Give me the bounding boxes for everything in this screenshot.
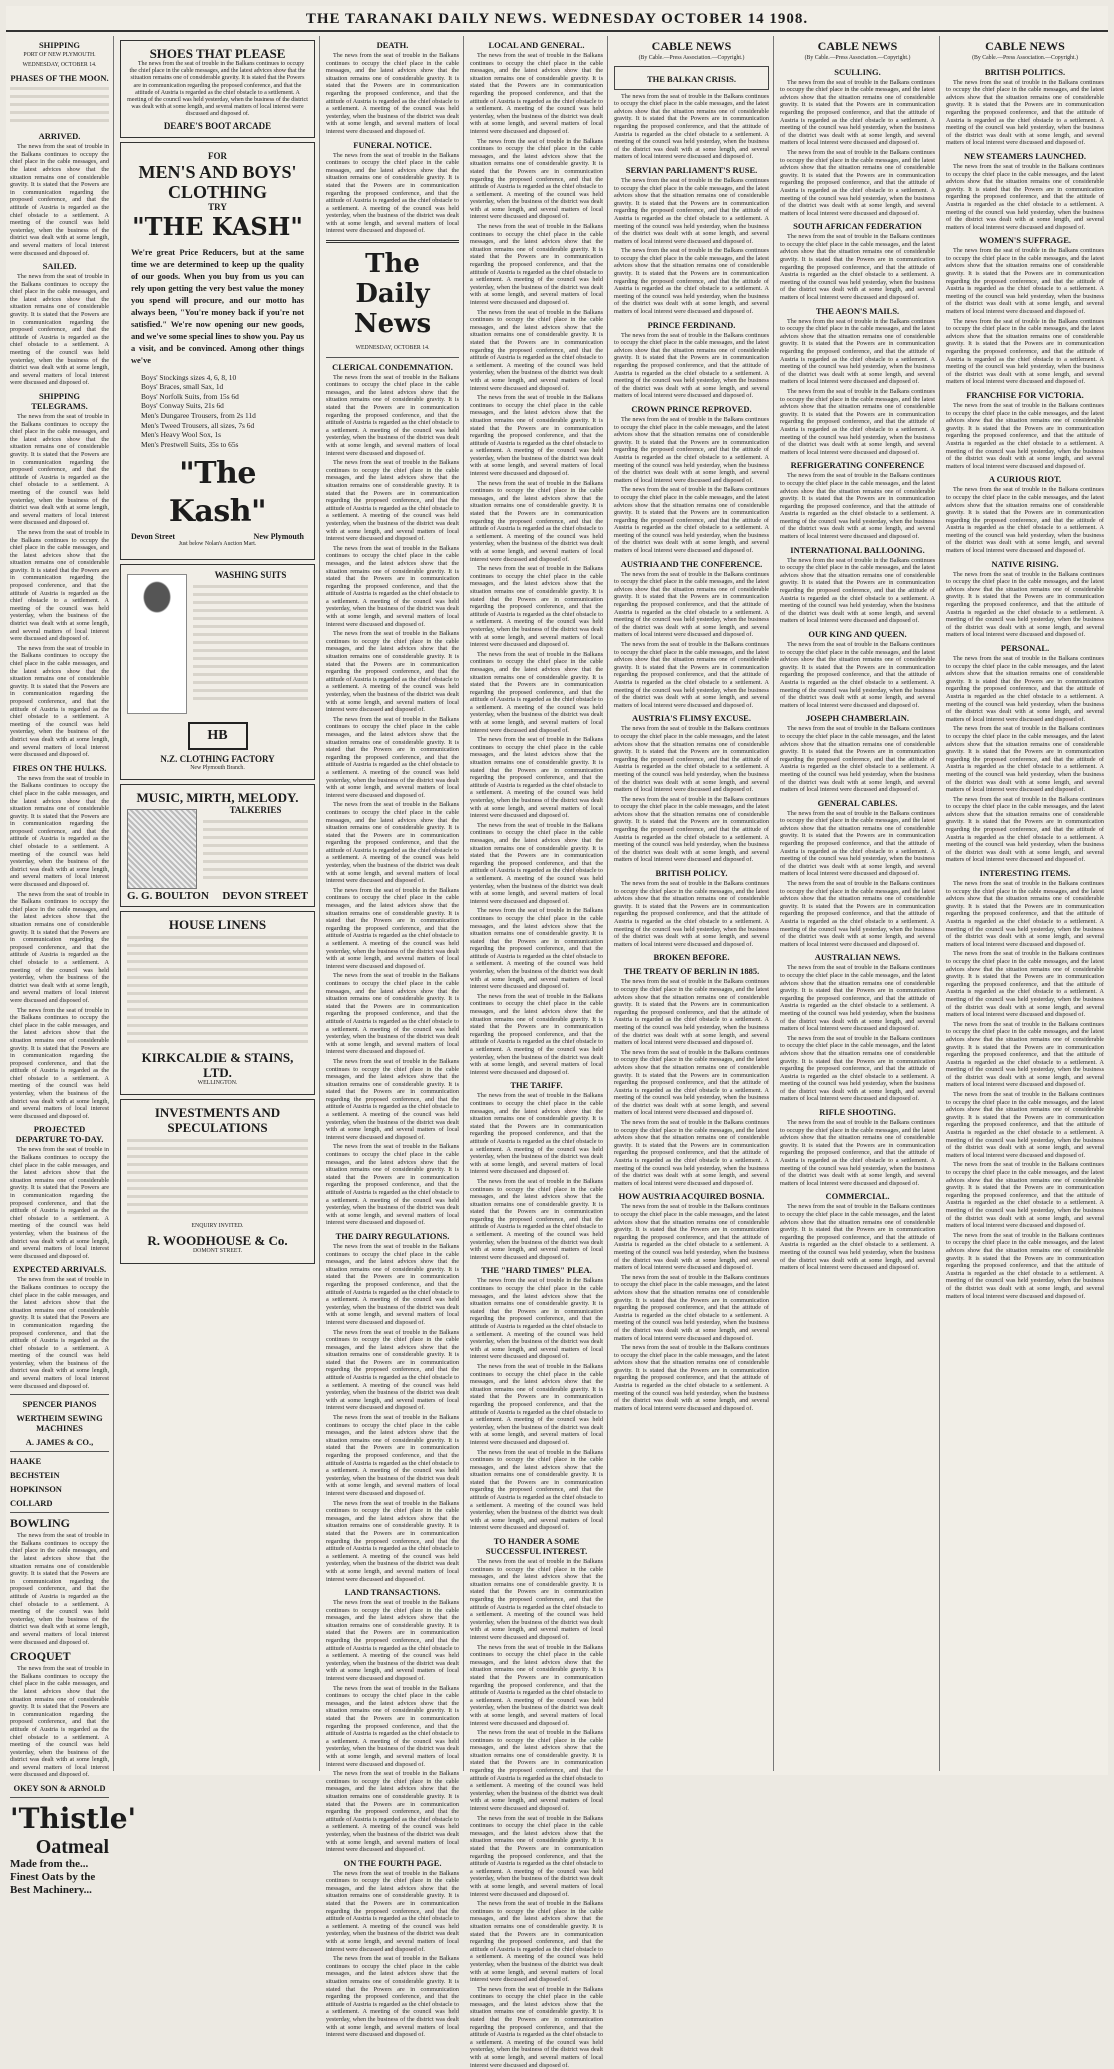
column-editorial <box>322 36 464 2039</box>
ad-music-title: MUSIC, MIRTH, MELODY. <box>136 790 299 806</box>
newspaper-page <box>6 6 1108 2069</box>
heading-treaty-berlin: THE TREATY OF BERLIN IN 1885. <box>623 966 760 977</box>
date-line: WEDNESDAY, OCTOBER 14. <box>22 61 97 68</box>
text-block: The news from the seat of trouble in the Balkans continues to occupy the chief place in the cable messages, and the latest advices show that the situation remains one of considerable gravity. It is stated that the Powers are in communication regarding the proposed conference, and that the attitude of Austria is regarded as the chief obstacle to a settlement. A meeting of the council was held yesterday, when the business of the district was dealt with at some length, and several matters of local interest were discussed and disposed of. <box>326 1328 459 1412</box>
heading-successful: TO HANDER A SOME SUCCESSFUL INTEREST. <box>485 1536 588 1557</box>
text-block: The news from the seat of trouble in the Balkans continues to occupy the chief place in the cable messages, and the latest advices show that the situation remains one of considerable gravity. It is stated that the Powers are in communication regarding the proposed conference, and that the attitude of Austria is regarded as the chief obstacle to a settlement. A meeting of the council was held yesterday, when the business of the district was dealt with at some length, and several matters of local interest were discussed and disposed of. <box>946 570 1104 639</box>
ad-enquiry: ENQUIRY INVITED. <box>191 1223 244 1230</box>
text-block: The news from the seat of trouble in the Balkans continues to occupy the chief place in the cable messages, and the latest advices show that the situation remains one of considerable gravity. It is stated that the Powers are in communication regarding the proposed conference, and that the attitude of Austria is regarded as the chief obstacle to a settlement. A meeting of the council was held yesterday, when the business of the district was dealt with at some length, and several matters of local interest were discussed and disposed of. <box>470 1362 603 1446</box>
heading-broken-before: BROKEN BEFORE. <box>653 952 730 963</box>
text-block: The news from the seat of trouble in the Balkans continues to occupy the chief place in the cable messages, and the latest advices show that the situation remains one of considerable gravity. It is stated that the Powers are in communication regarding the proposed conference, and that the attitude of Austria is regarded as the chief obstacle to a settlement. A meeting of the council was held yesterday, when the business of the district was dealt with at some length, and several matters of local interest were discussed and disposed of. <box>614 1119 769 1187</box>
text-block: The news from the seat of trouble in the Balkans continues to occupy the chief place in the cable messages, and the latest advices show that the situation remains one of considerable gravity. It is stated that the Powers are in communication regarding the proposed conference, and that the attitude of Austria is regarded as the chief obstacle to a settlement. A meeting of the council was held yesterday, when the business of the district was dealt with at some length, and several matters of local interest were discussed and disposed of. <box>614 1048 769 1117</box>
heading-fires: FIRES ON THE HULKS. <box>12 762 107 773</box>
text-block: The news from the seat of trouble in the Balkans continues to occupy the chief place in the cable messages, and the latest advices show that the situation remains one of considerable gravity. It is stated that the Powers are in communication regarding the proposed conference, and that the attitude of Austria is regarded as the chief obstacle to a settlement. A meeting of the council was held yesterday, when the business of the district was dealt with at some length, and several matters of local interest were discussed and disposed of. <box>470 1558 603 1641</box>
column-cable-general <box>776 36 940 1771</box>
heading-rifle: RIFLE SHOOTING. <box>819 1107 896 1118</box>
text-block: The news from the seat of trouble in the Balkans continues to occupy the chief place in the cable messages, and the latest advices show that the situation remains one of considerable gravity. It is stated that the Powers are in communication regarding the proposed conference, and that the attitude of Austria is regarded as the chief obstacle to a settlement. A meeting of the council was held yesterday, when the business of the district was dealt with at some length, and several matters of local interest were discussed and disposed of. <box>614 331 769 400</box>
oatmeal-label: Oatmeal <box>35 1836 109 1859</box>
heading-local: LOCAL AND GENERAL. <box>488 40 585 50</box>
text-block: The news from the seat of trouble in the Balkans continues to occupy the chief place in the cable messages, and the latest advices show that the situation remains one of considerable gravity. It is stated that the Powers are in communication regarding the proposed conference, and that the attitude of Austria is regarded as the chief obstacle to a settlement. A meeting of the council was held yesterday, when the business of the district was dealt with at some length, and several matters of local interest were discussed and disposed of. <box>780 556 935 625</box>
talkeries-text <box>203 820 308 880</box>
list-item: Men's Prestwell Suits, 35s to 65s <box>141 439 239 449</box>
heading-shipping-telegrams: SHIPPING TELEGRAMS. <box>31 391 88 411</box>
price-list <box>193 585 308 705</box>
text-block: The news from the seat of trouble in the Balkans continues to occupy the chief place in the cable messages, and the latest advices show that the situation remains one of considerable gravity. It is stated that the Powers are in communication regarding the proposed conference, and that the attitude of Austria is regarded as the chief obstacle to a settlement. A meeting of the council was held yesterday, when the business of the district was dealt with at some length, and several matters of local interest were discussed and disposed of. <box>10 644 109 759</box>
heading-croquet: CROQUET <box>10 1649 71 1664</box>
text-block: The news from the seat of trouble in the Balkans continues to occupy the chief place in the cable messages, and the latest advices show that the situation remains one of considerable gravity. It is stated that the Powers are in communication regarding the proposed conference, and that the attitude of Austria is regarded as the chief obstacle to a settlement. A meeting of the council was held yesterday, when the business of the district was dealt with at some length, and several matters of local interest were discussed and disposed of. <box>614 1273 769 1342</box>
ad-kash-try: TRY <box>208 201 227 212</box>
text-block: The news from the seat of trouble in the Balkans continues to occupy the chief place in the cable messages, and the latest advices show that the situation remains one of considerable gravity. It is stated that the Powers are in communication regarding the proposed conference, and that the attitude of Austria is regarded as the chief obstacle to a settlement. A meeting of the council was held yesterday, when the business of the district was dealt with at some length, and several matters of local interest were discussed and disposed of. <box>326 972 459 1056</box>
text-block: The news from the seat of trouble in the Balkans continues to occupy the chief place in the cable messages, and the latest advices show that the situation remains one of considerable gravity. It is stated that the Powers are in communication regarding the proposed conference, and that the attitude of Austria is regarded as the chief obstacle to a settlement. A meeting of the council was held yesterday, when the business of the district was dealt with at some length, and several matters of local interest were discussed and disposed of. <box>470 1985 603 2069</box>
heading-okey: OKEY SON & ARNOLD <box>13 1783 106 1794</box>
text-block: The news from the seat of trouble in the Balkans continues to occupy the chief place in the cable messages, and the latest advices show that the situation remains one of considerable gravity. It is stated that the Powers are in communication regarding the proposed conference, and that the attitude of Austria is regarded as the chief obstacle to a settlement. A meeting of the council was held yesterday, when the business of the district was dealt with at some length, and several matters of local interest were discussed and disposed of. <box>10 1276 109 1390</box>
text-block: The news from the seat of trouble in the Balkans continues to occupy the chief place in the cable messages, and the latest advices show that the situation remains one of considerable gravity. It is stated that the Powers are in communication regarding the proposed conference, and that the attitude of Austria is regarded as the chief obstacle to a settlement. A meeting of the council was held yesterday, when the business of the district was dealt with at some length, and several matters of local interest were discussed and disposed of. <box>946 655 1104 723</box>
ad-talkeries-title: TALKERIES <box>229 805 282 816</box>
text-block: The news from the seat of trouble in the Balkans continues to occupy the chief place in the cable messages, and the latest advices show that the situation remains one of considerable gravity. It is stated that the Powers are in communication regarding the proposed conference, and that the attitude of Austria is regarded as the chief obstacle to a settlement. A meeting of the council was held yesterday, when the business of the district was dealt with at some length, and several matters of local interest were discussed and disposed of. <box>946 795 1104 864</box>
text-block: The news from the seat of trouble in the Balkans continues to occupy the chief place in the cable messages, and the latest advices show that the situation remains one of considerable gravity. It is stated that the Powers are in communication regarding the proposed conference, and that the attitude of Austria is regarded as the chief obstacle to a settlement. A meeting of the council was held yesterday, when the business of the district was dealt with at some length, and several matters of local interest were discussed and disposed of. <box>10 774 109 889</box>
text-block: The news from the seat of trouble in the Balkans continues to occupy the chief place in the cable messages, and the latest advices show that the situation remains one of considerable gravity. It is stated that the Powers are in communication regarding the proposed conference, and that the attitude of Austria is regarded as the chief obstacle to a settlement. A meeting of the council was held yesterday, when the business of the district was dealt with at some length, and several matters of local interest were discussed and disposed of. <box>780 880 935 948</box>
heading-excuse: AUSTRIA'S FLIMSY EXCUSE. <box>632 713 751 724</box>
text-block: The news from the seat of trouble in the Balkans continues to occupy the chief place in the cable messages, and the latest advices show that the situation remains one of considerable gravity. It is stated that the Powers are in communication regarding the proposed conference, and that the attitude of Austria is regarded as the chief obstacle to a settlement. A meeting of the council was held yesterday, when the business of the district was dealt with at some length, and several matters of local interest were discussed and disposed of. <box>946 401 1104 470</box>
heading-dairy: THE DAIRY REGULATIONS. <box>335 1230 450 1241</box>
column-local <box>466 36 608 2069</box>
piano-haake: HAAKE <box>10 1456 42 1467</box>
text-block: The news from the seat of trouble in the Balkans continues to occupy the chief place in the cable messages, and the latest advices show that the situation remains one of considerable gravity. It is stated that the Powers are in communication regarding the proposed conference, and that the attitude of Austria is regarded as the chief obstacle to a settlement. A meeting of the council was held yesterday, when the business of the district was dealt with at some length, and several matters of local interest were discussed and disposed of. <box>470 1277 603 1361</box>
heading-bowling: BOWLING <box>10 1516 71 1531</box>
ad-investments-title: INVESTMENTS AND SPECULATIONS <box>154 1105 281 1136</box>
text-block: The news from the seat of trouble in the Balkans continues to occupy the chief place in the cable messages, and the latest advices show that the situation remains one of considerable gravity. It is stated that the Powers are in communication regarding the proposed conference, and that the attitude of Austria is regarded as the chief obstacle to a settlement. A meeting of the council was held yesterday, when the business of the district was dealt with at some length, and several matters of local interest were discussed and disposed of. <box>326 373 459 457</box>
heading-land: LAND TRANSACTIONS. <box>344 1587 441 1598</box>
heading-tariff: THE TARIFF. <box>510 1080 563 1091</box>
linens-text <box>127 936 308 1046</box>
ad-kash-sub: Just below Nolan's Auction Mart. <box>178 540 257 547</box>
text-block: The news from the seat of trouble in the Balkans continues to occupy the chief place in the cable messages, and the latest advices show that the situation remains one of considerable gravity. It is stated that the Powers are in communication regarding the proposed conference, and that the attitude of Austria is regarded as the chief obstacle to a settlement. A meeting of the council was held yesterday, when the business of the district was dealt with at some length, and several matters of local interest were discussed and disposed of. <box>780 809 935 878</box>
text-block: The news from the seat of trouble in the Balkans continues to occupy the chief place in the cable messages, and the latest advices show that the situation remains one of considerable gravity. It is stated that the Powers are in communication regarding the proposed conference, and that the attitude of Austria is regarded as the chief obstacle to a settlement. A meeting of the council was held yesterday, when the business of the district was dealt with at some length, and several matters of local interest were discussed and disposed of. <box>614 176 769 245</box>
text-block: The news from the seat of trouble in the Balkans continues to occupy the chief place in the cable messages, and the latest advices show that the situation remains one of considerable gravity. It is stated that the Powers are in communication regarding the proposed conference, and that the attitude of Austria is regarded as the chief obstacle to a settlement. A meeting of the council was held yesterday, when the business of the district was dealt with at some length, and several matters of local interest were discussed and disposed of. <box>326 1242 459 1326</box>
text-block: The news from the seat of trouble in the Balkans continues to occupy the chief place in the cable messages, and the latest advices show that the situation remains one of considerable gravity. It is stated that the Powers are in communication regarding the proposed conference, and that the attitude of Austria is regarded as the chief obstacle to a settlement. A meeting of the council was held yesterday, when the business of the district was dealt with at some length, and several matters of local interest were discussed and disposed of. <box>326 151 459 235</box>
text-block: The news from the seat of trouble in the Balkans continues to occupy the chief place in the cable messages, and the latest advices show that the situation remains one of considerable gravity. It is stated that the Powers are in communication regarding the proposed conference, and that the attitude of Austria is regarded as the chief obstacle to a settlement. A meeting of the council was held yesterday, when the business of the district was dealt with at some length, and several matters of local interest were discussed and disposed of. <box>470 394 603 478</box>
heading-sailed: SAILED. <box>42 261 77 272</box>
heading-suffrage: WOMEN'S SUFFRAGE. <box>978 235 1072 246</box>
text-block: The news from the seat of trouble in the Balkans continues to occupy the chief place in the cable messages, and the latest advices show that the situation remains one of considerable gravity. It is stated that the Powers are in communication regarding the proposed conference, and that the attitude of Austria is regarded as the chief obstacle to a settlement. A meeting of the council was held yesterday, when the business of the district was dealt with at some length, and several matters of local interest were discussed and disposed of. <box>10 1006 109 1120</box>
text-block: The news from the seat of trouble in the Balkans continues to occupy the chief place in the cable messages, and the latest advices show that the situation remains one of considerable gravity. It is stated that the Powers are in communication regarding the proposed conference, and that the attitude of Austria is regarded as the chief obstacle to a settlement. A meeting of the council was held yesterday, when the business of the district was dealt with at some length, and several matters of local interest were discussed and disposed of. <box>10 1532 109 1646</box>
text-block: The news from the seat of trouble in the Balkans continues to occupy the chief place in the cable messages, and the latest advices show that the situation remains one of considerable gravity. It is stated that the Powers are in communication regarding the proposed conference, and that the attitude of Austria is regarded as the chief obstacle to a settlement. A meeting of the council was held yesterday, when the business of the district was dealt with at some length, and several matters of local interest were discussed and disposed of. <box>780 725 935 794</box>
text-block: The news from the seat of trouble in the Balkans continues to occupy the chief place in the cable messages, and the latest advices show that the situation remains one of considerable gravity. It is stated that the Powers are in communication regarding the proposed conference, and that the attitude of Austria is regarded as the chief obstacle to a settlement. A meeting of the council was held yesterday, when the business of the district was dealt with at some length, and several matters of local interest were discussed and disposed of. <box>326 1057 459 1141</box>
gramophone-illustration <box>127 809 197 889</box>
heading-chamberlain: JOSEPH CHAMBERLAIN. <box>806 713 909 724</box>
ad-woodhouse: R. WOODHOUSE & Co. <box>147 1232 288 1248</box>
heading-fourth-page: ON THE FOURTH PAGE. <box>343 1857 442 1868</box>
ad-shoes-store: DEARE'S BOOT ARCADE <box>163 120 272 131</box>
text-block: The news from the seat of trouble in the Balkans continues to occupy the chief place in the cable messages, and the latest advices show that the situation remains one of considerable gravity. It is stated that the Powers are in communication regarding the proposed conference, and that the attitude of Austria is regarded as the chief obstacle to a settlement. A meeting of the council was held yesterday, when the business of the district was dealt with at some length, and several matters of local interest were discussed and disposed of. <box>780 317 935 386</box>
heading-native: NATIVE RISING. <box>991 558 1059 569</box>
heading-arrived: ARRIVED. <box>38 131 81 142</box>
text-block: The news from the seat of trouble in the Balkans continues to occupy the chief place in the cable messages, and the latest advices show that the situation remains one of considerable gravity. It is stated that the Powers are in communication regarding the proposed conference, and that the attitude of Austria is regarded as the chief obstacle to a settlement. A meeting of the council was held yesterday, when the business of the district was dealt with at some length, and several matters of local interest were discussed and disposed of. <box>780 1203 935 1272</box>
ad-factory-title: N.Z. CLOTHING FACTORY <box>160 753 275 764</box>
heading-refrigerating: REFRIGERATING CONFERENCE <box>790 460 925 471</box>
text-block: The news from the seat of trouble in the Balkans continues to occupy the chief place in the cable messages, and the latest advices show that the situation remains one of considerable gravity. It is stated that the Powers are in communication regarding the proposed conference, and that the attitude of Austria is regarded as the chief obstacle to a settlement. A meeting of the council was held yesterday, when the business of the district was dealt with at some length, and several matters of local interest were discussed and disposed of. <box>946 317 1104 386</box>
ad-investments <box>120 1099 315 1263</box>
list-item: Boys' Conway Suits, 21s 6d <box>141 401 224 411</box>
text-block: The news from the seat of trouble in the Balkans continues to occupy the chief place in the cable messages, and the latest advices show that the situation remains one of considerable gravity. It is stated that the Powers are in communication regarding the proposed conference, and that the attitude of Austria is regarded as the chief obstacle to a settlement. A meeting of the council was held yesterday, when the business of the district was dealt with at some length, and several matters of local interest were discussed and disposed of. <box>614 92 769 161</box>
text-block: The news from the seat of trouble in the Balkans continues to occupy the chief place in the cable messages, and the latest advices show that the situation remains one of considerable gravity. It is stated that the Powers are in communication regarding the proposed conference, and that the attitude of Austria is regarded as the chief obstacle to a settlement. A meeting of the council was held yesterday, when the business of the district was dealt with at some length, and several matters of local interest were discussed and disposed of. <box>780 641 935 709</box>
boy-illustration <box>127 574 187 714</box>
text-block: The news from the seat of trouble in the Balkans continues to occupy the chief place in the cable messages, and the latest advices show that the situation remains one of considerable gravity. It is stated that the Powers are in communication regarding the proposed conference, and that the attitude of Austria is regarded as the chief obstacle to a settlement. A meeting of the council was held yesterday, when the business of the district was dealt with at some length, and several matters of local interest were discussed and disposed of. <box>326 1684 459 1768</box>
text-block: The news from the seat of trouble in the Balkans continues to occupy the chief place in the cable messages, and the latest advices show that the situation remains one of considerable gravity. It is stated that the Powers are in communication regarding the proposed conference, and that the attitude of Austria is regarded as the chief obstacle to a settlement. A meeting of the council was held yesterday, when the business of the district was dealt with at some length, and several matters of local interest were discussed and disposed of. <box>470 1729 603 1813</box>
piano-bechstein: BECHSTEIN <box>10 1470 60 1481</box>
piano-hopkinson: HOPKINSON <box>10 1484 62 1495</box>
text-block: The news from the seat of trouble in the Balkans continues to occupy the chief place in the cable messages, and the latest advices show that the situation remains one of considerable gravity. It is stated that the Powers are in communication regarding the proposed conference, and that the attitude of Austria is regarded as the chief obstacle to a settlement. A meeting of the council was held yesterday, when the business of the district was dealt with at some length, and several matters of local interest were discussed and disposed of. <box>946 78 1104 147</box>
heading-british-politics: BRITISH POLITICS. <box>984 66 1066 77</box>
heading-items: INTERESTING ITEMS. <box>979 868 1071 879</box>
text-block: The news from the seat of trouble in the Balkans continues to occupy the chief place in the cable messages, and the latest advices show that the situation remains one of considerable gravity. It is stated that the Powers are in communication regarding the proposed conference, and that the attitude of Austria is regarded as the chief obstacle to a settlement. A meeting of the council was held yesterday, when the business of the district was dealt with at some length, and several matters of local interest were discussed and disposed of. <box>614 570 769 639</box>
text-block: The news from the seat of trouble in the Balkans continues to occupy the chief place in the cable messages, and the latest advices show that the situation remains one of considerable gravity. It is stated that the Powers are in communication regarding the proposed conference, and that the attitude of Austria is regarded as the chief obstacle to a settlement. A meeting of the council was held yesterday, when the business of the district was dealt with at some length, and several matters of local interest were discussed and disposed of. <box>470 479 603 563</box>
text-block: The news from the seat of trouble in the Balkans continues to occupy the chief place in the cable messages, and the latest advices show that the situation remains one of considerable gravity. It is stated that the Powers are in communication regarding the proposed conference, and that the attitude of Austria is regarded as the chief obstacle to a settlement. A meeting of the council was held yesterday, when the business of the district was dealt with at some length, and several matters of local interest were discussed and disposed of. <box>326 1414 459 1497</box>
text-block: The news from the seat of trouble in the Balkans continues to occupy the chief place in the cable messages, and the latest advices show that the situation remains one of considerable gravity. It is stated that the Powers are in communication regarding the proposed conference, and that the attitude of Austria is regarded as the chief obstacle to a settlement. A meeting of the council was held yesterday, when the business of the district was dealt with at some length, and several matters of local interest were discussed and disposed of. <box>470 992 603 1076</box>
text-block: The news from the seat of trouble in the Balkans continues to occupy the chief place in the cable messages, and the latest advices show that the situation remains one of considerable gravity. It is stated that the Powers are in communication regarding the proposed conference, and that the attitude of Austria is regarded as the chief obstacle to a settlement. A meeting of the council was held yesterday, when the business of the district was dealt with at some length, and several matters of local interest were discussed and disposed of. <box>614 725 769 794</box>
heading-ballooning: INTERNATIONAL BALLOONING. <box>790 544 925 555</box>
text-block: The news from the seat of trouble in the Balkans continues to occupy the chief place in the cable messages, and the latest advices show that the situation remains one of considerable gravity. It is stated that the Powers are in communication regarding the proposed conference, and that the attitude of Austria is regarded as the chief obstacle to a settlement. A meeting of the council was held yesterday, when the business of the district was dealt with at some length, and several matters of local interest were discussed and disposed of. <box>470 1177 603 1261</box>
text-block: The news from the seat of trouble in the Balkans continues to occupy the chief place in the cable messages, and the latest advices show that the situation remains one of considerable gravity. It is stated that the Powers are in communication regarding the proposed conference, and that the attitude of Austria is regarded as the chief obstacle to a settlement. A meeting of the council was held yesterday, when the business of the district was dealt with at some length, and several matters of local interest were discussed and disposed of. <box>326 544 459 628</box>
column-shipping <box>6 36 137 1897</box>
ad-kash-title: MEN'S AND BOYS' CLOTHING <box>138 161 297 202</box>
text-block: The news from the seat of trouble in the Balkans continues to occupy the chief place in the cable messages, and the latest advices show that the situation remains one of considerable gravity. It is stated that the Powers are in communication regarding the proposed conference, and that the attitude of Austria is regarded as the chief obstacle to a settlement. A meeting of the council was held yesterday, when the business of the district was dealt with at some length, and several matters of local interest were discussed and disposed of. <box>614 486 769 555</box>
text-block: The news from the seat of trouble in the Balkans continues to occupy the chief place in the cable messages, and the latest advices show that the situation remains one of considerable gravity. It is stated that the Powers are in communication regarding the proposed conference, and that the attitude of Austria is regarded as the chief obstacle to a settlement. A meeting of the council was held yesterday, when the business of the district was dealt with at some length, and several matters of local interest were discussed and disposed of. <box>946 486 1104 555</box>
text-block: The news from the seat of trouble in the Balkans continues to occupy the chief place in the cable messages, and the latest advices show that the situation remains one of considerable gravity. It is stated that the Powers are in communication regarding the proposed conference, and that the attitude of Austria is regarded as the chief obstacle to a settlement. A meeting of the council was held yesterday, when the business of the district was dealt with at some length, and several matters of local interest were discussed and disposed of. <box>470 1092 603 1176</box>
ad-kash-list <box>141 373 304 450</box>
heading-ferdinand: PRINCE FERDINAND. <box>647 319 736 330</box>
cable-credit: (By Cable.—Press Association.—Copyright.) <box>804 55 911 61</box>
ad-washing-suits <box>120 564 315 781</box>
text-block: The news from the seat of trouble in the Balkans continues to occupy the chief place in the cable messages, and the latest advices show that the situation remains one of considerable gravity. It is stated that the Powers are in communication regarding the proposed conference, and that the attitude of Austria is regarded as the chief obstacle to a settlement. A meeting of the council was held yesterday, when the business of the district was dealt with at some length, and several matters of local interest were discussed and disposed of. <box>780 148 935 217</box>
heading-crown-prince: CROWN PRINCE REPROVED. <box>631 403 752 414</box>
text-block: The news from the seat of trouble in the Balkans continues to occupy the chief place in the cable messages, and the latest advices show that the situation remains one of considerable gravity. It is stated that the Powers are in communication regarding the proposed conference, and that the attitude of Austria is regarded as the chief obstacle to a settlement. A meeting of the council was held yesterday, when the business of the district was dealt with at some length, and several matters of local interest were discussed and disposed of. <box>10 143 109 257</box>
text-block: The news from the seat of trouble in the Balkans continues to occupy the chief place in the cable messages, and the latest advices show that the situation remains one of considerable gravity. It is stated that the Powers are in communication regarding the proposed conference, and that the attitude of Austria is regarded as the chief obstacle to a settlement. A meeting of the council was held yesterday, when the business of the district was dealt with at some length, and several matters of local interest were discussed and disposed of. <box>326 630 459 714</box>
text-block: The news from the seat of trouble in the Balkans continues to occupy the chief place in the cable messages, and the latest advices show that the situation remains one of considerable gravity. It is stated that the Powers are in communication regarding the proposed conference, and that the attitude of Austria is regarded as the chief obstacle to a settlement. A meeting of the council was held yesterday, when the business of the district was dealt with at some length, and several matters of local interest were discussed and disposed of. <box>946 725 1104 794</box>
text-block: The news from the seat of trouble in the Balkans continues to occupy the chief place in the cable messages, and the latest advices show that the situation remains one of considerable gravity. It is stated that the Powers are in communication regarding the proposed conference, and that the attitude of Austria is regarded as the chief obstacle to a settlement. A meeting of the council was held yesterday, when the business of the district was dealt with at some length, and several matters of local interest were discussed and disposed of. <box>780 233 935 302</box>
text-block: The news from the seat of trouble in the Balkans continues to occupy the chief place in the cable messages, and the latest advices show that the situation remains one of considerable gravity. It is stated that the Powers are in communication regarding the proposed conference, and that the attitude of Austria is regarded as the chief obstacle to a settlement. A meeting of the council was held yesterday, when the business of the district was dealt with at some length, and several matters of local interest were discussed and disposed of. <box>10 1665 109 1779</box>
heading-sculling: SCULLING. <box>834 66 881 77</box>
ad-kash-street: Devon Street <box>131 532 176 542</box>
heading-franchise: FRANCHISE FOR VICTORIA. <box>966 389 1084 400</box>
text-block: The news from the seat of trouble in the Balkans continues to occupy the chief place in the cable messages, and the latest advices show that the situation remains one of considerable gravity. It is stated that the Powers are in communication regarding the proposed conference, and that the attitude of Austria is regarded as the chief obstacle to a settlement. A meeting of the council was held yesterday, when the business of the district was dealt with at some length, and several matters of local interest were discussed and disposed of. <box>614 415 769 484</box>
ad-boulton-row <box>127 890 308 903</box>
editorial-date: WEDNESDAY, OCTOBER 14. <box>355 345 430 352</box>
heading-spencer-pianos: SPENCER PIANOS <box>22 1399 97 1410</box>
text-block: The news from the seat of trouble in the Balkans continues to occupy the chief place in the cable messages, and the latest advices show that the situation remains one of considerable gravity. It is stated that the Powers are in communication regarding the proposed conference, and that the attitude of Austria is regarded as the chief obstacle to a settlement. A meeting of the council was held yesterday, when the business of the district was dealt with at some length, and several matters of local interest were discussed and disposed of. <box>614 1203 769 1272</box>
text-block: The news from the seat of trouble in the Balkans continues to occupy the chief place in the cable messages, and the latest advices show that the situation remains one of considerable gravity. It is stated that the Powers are in communication regarding the proposed conference, and that the attitude of Austria is regarded as the chief obstacle to a settlement. A meeting of the council was held yesterday, when the business of the district was dealt with at some length, and several matters of local interest were discussed and disposed of. <box>946 1020 1104 1089</box>
ad-kash-address <box>131 533 304 541</box>
investments-text <box>127 1139 308 1219</box>
heading-conference: AUSTRIA AND THE CONFERENCE. <box>620 558 763 569</box>
ad-factory-sub: New Plymouth Branch. <box>190 764 245 771</box>
text-block: The news from the seat of trouble in the Balkans continues to occupy the chief place in the cable messages, and the latest advices show that the situation remains one of considerable gravity. It is stated that the Powers are in communication regarding the proposed conference, and that the attitude of Austria is regarded as the chief obstacle to a settlement. A meeting of the council was held yesterday, when the business of the district was dealt with at some length, and several matters of local interest were discussed and disposed of. <box>326 1143 459 1227</box>
text-block: The news from the seat of trouble in the Balkans continues to occupy the chief place in the cable messages, and the latest advices show that the situation remains one of considerable gravity. It is stated that the Powers are in communication regarding the proposed conference, and that the attitude of Austria is regarded as the chief obstacle to a settlement. A meeting of the council was held yesterday, when the business of the district was dealt with at some length, and several matters of local interest were discussed and disposed of. <box>326 1869 459 1953</box>
text-block: The news from the seat of trouble in the Balkans continues to occupy the chief place in the cable messages, and the latest advices show that the situation remains one of considerable gravity. It is stated that the Powers are in communication regarding the proposed conference, and that the attitude of Austria is regarded as the chief obstacle to a settlement. A meeting of the council was held yesterday, when the business of the district was dealt with at some length, and several matters of local interest were discussed and disposed of. <box>326 715 459 799</box>
heading-king-queen: OUR KING AND QUEEN. <box>808 629 907 639</box>
text-block: The news from the seat of trouble in the Balkans continues to occupy the chief place in the cable messages, and the latest advices show that the situation remains one of considerable gravity. It is stated that the Powers are in communication regarding the proposed conference, and that the attitude of Austria is regarded as the chief obstacle to a settlement. A meeting of the council was held yesterday, when the business of the district was dealt with at some length, and several matters of local interest were discussed and disposed of. <box>326 459 459 543</box>
ad-boulton-name: G. G. BOULTON <box>127 890 209 903</box>
text-block: The news from the seat of trouble in the Balkans continues to occupy the chief place in the cable messages, and the latest advices show that the situation remains one of considerable gravity. It is stated that the Powers are in communication regarding the proposed conference, and that the attitude of Austria is regarded as the chief obstacle to a settlement. A meeting of the council was held yesterday, when the business of the district was dealt with at some length, and several matters of local interest were discussed and disposed of. <box>470 650 603 734</box>
text-block: The news from the seat of trouble in the Balkans continues to occupy the chief place in the cable messages, and the latest advices show that the situation remains one of considerable gravity. It is stated that the Powers are in communication regarding the proposed conference, and that the attitude of Austria is regarded as the chief obstacle to a settlement. A meeting of the council was held yesterday, when the business of the district was dealt with at some length, and several matters of local interest were discussed and disposed of. <box>470 821 603 905</box>
list-item: Boys' Stockings sizes 4, 6, 8, 10 <box>141 372 237 382</box>
text-block: The news from the seat of trouble in the Balkans continues to occupy the chief place in the cable messages, and the latest advices show that the situation remains one of considerable gravity. It is stated that the Powers are in communication regarding the proposed conference, and that the attitude of Austria is regarded as the chief obstacle to a settlement. A meeting of the council was held yesterday, when the business of the district was dealt with at some length, and several matters of local interest were discussed and disposed of. <box>326 1770 459 1854</box>
heading-steamers: NEW STEAMERS LAUNCHED. <box>964 150 1086 161</box>
thistle-logo: 'Thistle' <box>10 1802 137 1836</box>
list-item: Boys' Braces, small Sax, 1d <box>141 382 224 392</box>
text-block: The news from the seat of trouble in the Balkans continues to occupy the chief place in the cable messages, and the latest advices show that the situation remains one of considerable gravity. It is stated that the Powers are in communication regarding the proposed conference, and that the attitude of Austria is regarded as the chief obstacle to a settlement. A meeting of the council was held yesterday, when the business of the district was dealt with at some length, and several matters of local interest were discussed and disposed of. <box>470 1814 603 1898</box>
text-block: The news from the seat of trouble in the Balkans continues to occupy the chief place in the cable messages, and the latest advices show that the situation remains one of considerable gravity. It is stated that the Powers are in communication regarding the proposed conference, and that the attitude of Austria is regarded as the chief obstacle to a settlement. A meeting of the council was held yesterday, when the business of the district was dealt with at some length, and several matters of local interest were discussed and disposed of. <box>326 886 459 970</box>
text-block: The news from the seat of trouble in the Balkans continues to occupy the chief place in the cable messages, and the latest advices show that the situation remains one of considerable gravity. It is stated that the Powers are in communication regarding the proposed conference, and that the attitude of Austria is regarded as the chief obstacle to a settlement. A meeting of the council was held yesterday, when the business of the district was dealt with at some length, and several matters of local interest were discussed and disposed of. <box>780 964 935 1033</box>
ad-kash-name: "THE KASH" <box>132 211 303 241</box>
column-cable-balkan <box>610 36 774 1771</box>
heading-servian: SERVIAN PARLIAMENT'S RUSE. <box>625 164 758 175</box>
cable-credit: (By Cable.—Press Association.—Copyright.) <box>638 55 745 61</box>
daily-news-title: The Daily News <box>353 249 432 340</box>
text-block: The news from the seat of trouble in the Balkans continues to occupy the chief place in the cable messages, and the latest advices show that the situation remains one of considerable gravity. It is stated that the Powers are in communication regarding the proposed conference, and that the attitude of Austria is regarded as the chief obstacle to a settlement. A meeting of the council was held yesterday, when the business of the district was dealt with at some length, and several matters of local interest were discussed and disposed of. <box>470 137 603 221</box>
heading-australian: AUSTRALIAN NEWS. <box>814 952 901 963</box>
ad-kirkcaldie: KIRKCALDIE & STAINS, LTD. <box>141 1049 294 1080</box>
column-advertisements <box>116 36 320 1771</box>
list-item: Men's Heavy Wool Sox, 1s <box>141 430 222 440</box>
text-block: The news from the seat of trouble in the Balkans continues to occupy the chief place in the cable messages, and the latest advices show that the situation remains one of considerable gravity. It is stated that the Powers are in communication regarding the proposed conference, and that the attitude of Austria is regarded as the chief obstacle to a settlement. A meeting of the council was held yesterday, when the business of the district was dealt with at some length, and several matters of local interest were discussed and disposed of. <box>10 273 109 387</box>
text-block: The news from the seat of trouble in the Balkans continues to occupy the chief place in the cable messages, and the latest advices show that the situation remains one of considerable gravity. It is stated that the Powers are in communication regarding the proposed conference, and that the attitude of Austria is regarded as the chief obstacle to a settlement. A meeting of the council was held yesterday, when the business of the district was dealt with at some length, and several matters of local interest were discussed and disposed of. <box>614 641 769 709</box>
ad-kirkcaldie-city: WELLINGTON. <box>197 1079 238 1086</box>
heading-general-cables: GENERAL CABLES. <box>817 797 898 808</box>
heading-clerical: CLERICAL CONDEMNATION. <box>332 361 453 372</box>
text-block: The news from the seat of trouble in the Balkans continues to occupy the chief place in the cable messages, and the latest advices show that the situation remains one of considerable gravity. It is stated that the Powers are in communication regarding the proposed conference, and that the attitude of Austria is regarded as the chief obstacle to a settlement. A meeting of the council was held yesterday, when the business of the district was dealt with at some length, and several matters of local interest were discussed and disposed of. <box>614 880 769 948</box>
heading-aeon: THE AEON'S MAILS. <box>815 305 900 316</box>
text-block: The news from the seat of trouble in the Balkans continues to occupy the chief place in the cable messages, and the latest advices show that the situation remains one of considerable gravity. It is stated that the Powers are in communication regarding the proposed conference, and that the attitude of Austria is regarded as the chief obstacle to a settlement. A meeting of the council was held yesterday, when the business of the district was dealt with at some length, and several matters of local interest were discussed and disposed of. <box>127 61 308 118</box>
ad-kash-logo: "The Kash" <box>168 456 267 530</box>
oatmeal-tagline: Made from the... Finest Oats by the Best Machinery... <box>10 1858 96 1897</box>
ad-the-kash <box>120 142 315 560</box>
list-item: Men's Dungaree Trousers, from 2s 11d <box>141 411 256 420</box>
text-block: The news from the seat of trouble in the Balkans continues to occupy the chief place in the cable messages, and the latest advices show that the situation remains one of considerable gravity. It is stated that the Powers are in communication regarding the proposed conference, and that the attitude of Austria is regarded as the chief obstacle to a settlement. A meeting of the council was held yesterday, when the business of the district was dealt with at some length, and several matters of local interest were discussed and disposed of. <box>470 1448 603 1532</box>
ad-kash-for: FOR <box>208 150 227 161</box>
text-block: The news from the seat of trouble in the Balkans continues to occupy the chief place in the cable messages, and the latest advices show that the situation remains one of considerable gravity. It is stated that the Powers are in communication regarding the proposed conference, and that the attitude of Austria is regarded as the chief obstacle to a settlement. A meeting of the council was held yesterday, when the business of the district was dealt with at some length, and several matters of local interest were discussed and disposed of. <box>10 1146 109 1260</box>
text-block: The news from the seat of trouble in the Balkans continues to occupy the chief place in the cable messages, and the latest advices show that the situation remains one of considerable gravity. It is stated that the Powers are in communication regarding the proposed conference, and that the attitude of Austria is regarded as the chief obstacle to a settlement. A meeting of the council was held yesterday, when the business of the district was dealt with at some length, and several matters of local interest were discussed and disposed of. <box>946 247 1104 316</box>
column-cable-politics <box>942 36 1108 1771</box>
ad-talkeries <box>120 784 315 907</box>
heading-cable-news: CABLE NEWS <box>651 39 732 53</box>
text-block: The news from the seat of trouble in the Balkans continues to occupy the chief place in the cable messages, and the latest advices show that the situation remains one of considerable gravity. It is stated that the Powers are in communication regarding the proposed conference, and that the attitude of Austria is regarded as the chief obstacle to a settlement. A meeting of the council was held yesterday, when the business of the district was dealt with at some length, and several matters of local interest were discussed and disposed of. <box>614 1344 769 1412</box>
text-block: The news from the seat of trouble in the Balkans continues to occupy the chief place in the cable messages, and the latest advices show that the situation remains one of considerable gravity. It is stated that the Powers are in communication regarding the proposed conference, and that the attitude of Austria is regarded as the chief obstacle to a settlement. A meeting of the council was held yesterday, when the business of the district was dealt with at some length, and several matters of local interest were discussed and disposed of. <box>946 162 1104 231</box>
heading-james: A. JAMES & CO., <box>25 1437 94 1448</box>
ad-boulton-street: DEVON STREET <box>222 890 308 903</box>
text-block: The news from the seat of trouble in the Balkans continues to occupy the chief place in the cable messages, and the latest advices show that the situation remains one of considerable gravity. It is stated that the Powers are in communication regarding the proposed conference, and that the attitude of Austria is regarded as the chief obstacle to a settlement. A meeting of the council was held yesterday, when the business of the district was dealt with at some length, and several matters of local interest were discussed and disposed of. <box>780 1034 935 1103</box>
text-block: The news from the seat of trouble in the Balkans continues to occupy the chief place in the cable messages, and the latest advices show that the situation remains one of considerable gravity. It is stated that the Powers are in communication regarding the proposed conference, and that the attitude of Austria is regarded as the chief obstacle to a settlement. A meeting of the council was held yesterday, when the business of the district was dealt with at some length, and several matters of local interest were discussed and disposed of. <box>946 880 1104 948</box>
text-block: The news from the seat of trouble in the Balkans continues to occupy the chief place in the cable messages, and the latest advices show that the situation remains one of considerable gravity. It is stated that the Powers are in communication regarding the proposed conference, and that the attitude of Austria is regarded as the chief obstacle to a settlement. A meeting of the council was held yesterday, when the business of the district was dealt with at some length, and several matters of local interest were discussed and disposed of. <box>470 565 603 649</box>
heading-death: DEATH. <box>376 40 409 50</box>
ad-shoes-title: SHOES THAT PLEASE <box>149 46 286 61</box>
text-block: The news from the seat of trouble in the Balkans continues to occupy the chief place in the cable messages, and the latest advices show that the situation remains one of considerable gravity. It is stated that the Powers are in communication regarding the proposed conference, and that the attitude of Austria is regarded as the chief obstacle to a settlement. A meeting of the council was held yesterday, when the business of the district was dealt with at some length, and several matters of local interest were discussed and disposed of. <box>780 472 935 541</box>
hb-logo: HB <box>188 722 248 750</box>
text-block: The news from the seat of trouble in the Balkans continues to occupy the chief place in the cable messages, and the latest advices show that the situation remains one of considerable gravity. It is stated that the Powers are in communication regarding the proposed conference, and that the attitude of Austria is regarded as the chief obstacle to a settlement. A meeting of the council was held yesterday, when the business of the district was dealt with at some length, and several matters of local interest were discussed and disposed of. <box>470 52 603 135</box>
moon-table <box>10 87 109 127</box>
list-item: Men's Tweed Trousers, all sizes, 7s 6d <box>141 420 255 430</box>
masthead: THE TARANAKI DAILY NEWS. WEDNESDAY OCTOBER 14 1908. <box>6 6 1108 32</box>
ad-kash-body: We're great Price Reducers, but at the same time we are determined to keep up the quality of our goods. When you buy from us you can rely upon getting the very best value the money you spend will procure, and our motto has always been, "You're money back if you're not satisfied." We're now opening our new goods, and we've some special lines to show you. Pay us a visit, and be convinced. Among other things we've <box>131 247 304 365</box>
heading-federation: SOUTH AFRICAN FEDERATION <box>793 221 922 232</box>
heading-cable-news: CABLE NEWS <box>985 39 1065 53</box>
list-item: Boys' Norfolk Suits, from 15s 6d <box>141 391 239 401</box>
ad-washing-title: WASHING SUITS <box>214 569 287 580</box>
heading-moon: PHASES OF THE MOON. <box>10 73 109 84</box>
heading-departure: PROJECTED DEPARTURE TO-DAY. <box>15 1124 104 1145</box>
ad-woodhouse-street: DOMONT STREET. <box>192 1247 243 1254</box>
text-block: The news from the seat of trouble in the Balkans continues to occupy the chief place in the cable messages, and the latest advices show that the situation remains one of considerable gravity. It is stated that the Powers are in communication regarding the proposed conference, and that the attitude of Austria is regarded as the chief obstacle to a settlement. A meeting of the council was held yesterday, when the business of the district was dealt with at some length, and several matters of local interest were discussed and disposed of. <box>470 223 603 306</box>
text-block: The news from the seat of trouble in the Balkans continues to occupy the chief place in the cable messages, and the latest advices show that the situation remains one of considerable gravity. It is stated that the Powers are in communication regarding the proposed conference, and that the attitude of Austria is regarded as the chief obstacle to a settlement. A meeting of the council was held yesterday, when the business of the district was dealt with at some length, and several matters of local interest were discussed and disposed of. <box>780 387 935 456</box>
heading-personal: PERSONAL. <box>1000 643 1050 653</box>
text-block: The news from the seat of trouble in the Balkans continues to occupy the chief place in the cable messages, and the latest advices show that the situation remains one of considerable gravity. It is stated that the Powers are in communication regarding the proposed conference, and that the attitude of Austria is regarded as the chief obstacle to a settlement. A meeting of the council was held yesterday, when the business of the district was dealt with at some length, and several matters of local interest were discussed and disposed of. <box>326 52 459 135</box>
ad-shoes <box>120 40 315 138</box>
text-block: The news from the seat of trouble in the Balkans continues to occupy the chief place in the cable messages, and the latest advices show that the situation remains one of considerable gravity. It is stated that the Powers are in communication regarding the proposed conference, and that the attitude of Austria is regarded as the chief obstacle to a settlement. A meeting of the council was held yesterday, when the business of the district was dealt with at some length, and several matters of local interest were discussed and disposed of. <box>326 801 459 885</box>
text-block: The news from the seat of trouble in the Balkans continues to occupy the chief place in the cable messages, and the latest advices show that the situation remains one of considerable gravity. It is stated that the Powers are in communication regarding the proposed conference, and that the attitude of Austria is regarded as the chief obstacle to a settlement. A meeting of the council was held yesterday, when the business of the district was dealt with at some length, and several matters of local interest were discussed and disposed of. <box>614 795 769 864</box>
heading-bosnia: HOW AUSTRIA ACQUIRED BOSNIA. <box>618 1191 765 1202</box>
text-block: The news from the seat of trouble in the Balkans continues to occupy the chief place in the cable messages, and the latest advices show that the situation remains one of considerable gravity. It is stated that the Powers are in communication regarding the proposed conference, and that the attitude of Austria is regarded as the chief obstacle to a settlement. A meeting of the council was held yesterday, when the business of the district was dealt with at some length, and several matters of local interest were discussed and disposed of. <box>946 1231 1104 1300</box>
heading-balkan: THE BALKAN CRISIS. <box>646 73 737 84</box>
text-block: The news from the seat of trouble in the Balkans continues to occupy the chief place in the cable messages, and the latest advices show that the situation remains one of considerable gravity. It is stated that the Powers are in communication regarding the proposed conference, and that the attitude of Austria is regarded as the chief obstacle to a settlement. A meeting of the council was held yesterday, when the business of the district was dealt with at some length, and several matters of local interest were discussed and disposed of. <box>470 736 603 820</box>
heading-expected: EXPECTED ARRIVALS. <box>12 1264 107 1275</box>
port-line: PORT OF NEW PLYMOUTH. <box>23 52 96 58</box>
piano-collard: COLLARD <box>10 1498 53 1509</box>
text-block: The news from the seat of trouble in the Balkans continues to occupy the chief place in the cable messages, and the latest advices show that the situation remains one of considerable gravity. It is stated that the Powers are in communication regarding the proposed conference, and that the attitude of Austria is regarded as the chief obstacle to a settlement. A meeting of the council was held yesterday, when the business of the district was dealt with at some length, and several matters of local interest were discussed and disposed of. <box>780 1119 935 1187</box>
heading-hard-times: THE "HARD TIMES" PLEA. <box>481 1265 592 1276</box>
heading-wertheim: WERTHEIM SEWING MACHINES <box>16 1413 103 1434</box>
heading-funeral: FUNERAL NOTICE. <box>353 139 432 150</box>
ad-house-linens <box>120 911 315 1096</box>
text-block: The news from the seat of trouble in the Balkans continues to occupy the chief place in the cable messages, and the latest advices show that the situation remains one of considerable gravity. It is stated that the Powers are in communication regarding the proposed conference, and that the attitude of Austria is regarded as the chief obstacle to a settlement. A meeting of the council was held yesterday, when the business of the district was dealt with at some length, and several matters of local interest were discussed and disposed of. <box>10 413 109 527</box>
heading-riot: A CURIOUS RIOT. <box>988 474 1062 485</box>
text-block: The news from the seat of trouble in the Balkans continues to occupy the chief place in the cable messages, and the latest advices show that the situation remains one of considerable gravity. It is stated that the Powers are in communication regarding the proposed conference, and that the attitude of Austria is regarded as the chief obstacle to a settlement. A meeting of the council was held yesterday, when the business of the district was dealt with at some length, and several matters of local interest were discussed and disposed of. <box>946 1161 1104 1230</box>
text-block: The news from the seat of trouble in the Balkans continues to occupy the chief place in the cable messages, and the latest advices show that the situation remains one of considerable gravity. It is stated that the Powers are in communication regarding the proposed conference, and that the attitude of Austria is regarded as the chief obstacle to a settlement. A meeting of the council was held yesterday, when the business of the district was dealt with at some length, and several matters of local interest were discussed and disposed of. <box>470 907 603 991</box>
text-block: The news from the seat of trouble in the Balkans continues to occupy the chief place in the cable messages, and the latest advices show that the situation remains one of considerable gravity. It is stated that the Powers are in communication regarding the proposed conference, and that the attitude of Austria is regarded as the chief obstacle to a settlement. A meeting of the council was held yesterday, when the business of the district was dealt with at some length, and several matters of local interest were discussed and disposed of. <box>326 1499 459 1583</box>
ad-linens-title: HOUSE LINENS <box>168 916 267 932</box>
text-block: The news from the seat of trouble in the Balkans continues to occupy the chief place in the cable messages, and the latest advices show that the situation remains one of considerable gravity. It is stated that the Powers are in communication regarding the proposed conference, and that the attitude of Austria is regarded as the chief obstacle to a settlement. A meeting of the council was held yesterday, when the business of the district was dealt with at some length, and several matters of local interest were discussed and disposed of. <box>326 1955 459 2039</box>
heading-commercial: COMMERCIAL. <box>825 1191 890 1202</box>
text-block: The news from the seat of trouble in the Balkans continues to occupy the chief place in the cable messages, and the latest advices show that the situation remains one of considerable gravity. It is stated that the Powers are in communication regarding the proposed conference, and that the attitude of Austria is regarded as the chief obstacle to a settlement. A meeting of the council was held yesterday, when the business of the district was dealt with at some length, and several matters of local interest were discussed and disposed of. <box>10 890 109 1004</box>
text-block: The news from the seat of trouble in the Balkans continues to occupy the chief place in the cable messages, and the latest advices show that the situation remains one of considerable gravity. It is stated that the Powers are in communication regarding the proposed conference, and that the attitude of Austria is regarded as the chief obstacle to a settlement. A meeting of the council was held yesterday, when the business of the district was dealt with at some length, and several matters of local interest were discussed and disposed of. <box>470 1643 603 1727</box>
heading-shipping: SHIPPING <box>38 40 81 50</box>
text-block: The news from the seat of trouble in the Balkans continues to occupy the chief place in the cable messages, and the latest advices show that the situation remains one of considerable gravity. It is stated that the Powers are in communication regarding the proposed conference, and that the attitude of Austria is regarded as the chief obstacle to a settlement. A meeting of the council was held yesterday, when the business of the district was dealt with at some length, and several matters of local interest were discussed and disposed of. <box>326 1599 459 1683</box>
text-block: The news from the seat of trouble in the Balkans continues to occupy the chief place in the cable messages, and the latest advices show that the situation remains one of considerable gravity. It is stated that the Powers are in communication regarding the proposed conference, and that the attitude of Austria is regarded as the chief obstacle to a settlement. A meeting of the council was held yesterday, when the business of the district was dealt with at some length, and several matters of local interest were discussed and disposed of. <box>614 247 769 316</box>
text-block: The news from the seat of trouble in the Balkans continues to occupy the chief place in the cable messages, and the latest advices show that the situation remains one of considerable gravity. It is stated that the Powers are in communication regarding the proposed conference, and that the attitude of Austria is regarded as the chief obstacle to a settlement. A meeting of the council was held yesterday, when the business of the district was dealt with at some length, and several matters of local interest were discussed and disposed of. <box>780 78 935 147</box>
text-block: The news from the seat of trouble in the Balkans continues to occupy the chief place in the cable messages, and the latest advices show that the situation remains one of considerable gravity. It is stated that the Powers are in communication regarding the proposed conference, and that the attitude of Austria is regarded as the chief obstacle to a settlement. A meeting of the council was held yesterday, when the business of the district was dealt with at some length, and several matters of local interest were discussed and disposed of. <box>946 950 1104 1019</box>
heading-cable-news: CABLE NEWS <box>817 39 898 53</box>
text-block: The news from the seat of trouble in the Balkans continues to occupy the chief place in the cable messages, and the latest advices show that the situation remains one of considerable gravity. It is stated that the Powers are in communication regarding the proposed conference, and that the attitude of Austria is regarded as the chief obstacle to a settlement. A meeting of the council was held yesterday, when the business of the district was dealt with at some length, and several matters of local interest were discussed and disposed of. <box>946 1091 1104 1159</box>
cable-credit: (By Cable.—Press Association.—Copyright.) <box>972 55 1078 61</box>
text-block: The news from the seat of trouble in the Balkans continues to occupy the chief place in the cable messages, and the latest advices show that the situation remains one of considerable gravity. It is stated that the Powers are in communication regarding the proposed conference, and that the attitude of Austria is regarded as the chief obstacle to a settlement. A meeting of the council was held yesterday, when the business of the district was dealt with at some length, and several matters of local interest were discussed and disposed of. <box>614 978 769 1047</box>
ad-kash-town: New Plymouth <box>253 532 304 542</box>
text-block: The news from the seat of trouble in the Balkans continues to occupy the chief place in the cable messages, and the latest advices show that the situation remains one of considerable gravity. It is stated that the Powers are in communication regarding the proposed conference, and that the attitude of Austria is regarded as the chief obstacle to a settlement. A meeting of the council was held yesterday, when the business of the district was dealt with at some length, and several matters of local interest were discussed and disposed of. <box>470 1900 603 1984</box>
text-block: The news from the seat of trouble in the Balkans continues to occupy the chief place in the cable messages, and the latest advices show that the situation remains one of considerable gravity. It is stated that the Powers are in communication regarding the proposed conference, and that the attitude of Austria is regarded as the chief obstacle to a settlement. A meeting of the council was held yesterday, when the business of the district was dealt with at some length, and several matters of local interest were discussed and disposed of. <box>10 528 109 643</box>
heading-british-policy: BRITISH POLICY. <box>655 868 728 879</box>
text-block: The news from the seat of trouble in the Balkans continues to occupy the chief place in the cable messages, and the latest advices show that the situation remains one of considerable gravity. It is stated that the Powers are in communication regarding the proposed conference, and that the attitude of Austria is regarded as the chief obstacle to a settlement. A meeting of the council was held yesterday, when the business of the district was dealt with at some length, and several matters of local interest were discussed and disposed of. <box>470 308 603 392</box>
